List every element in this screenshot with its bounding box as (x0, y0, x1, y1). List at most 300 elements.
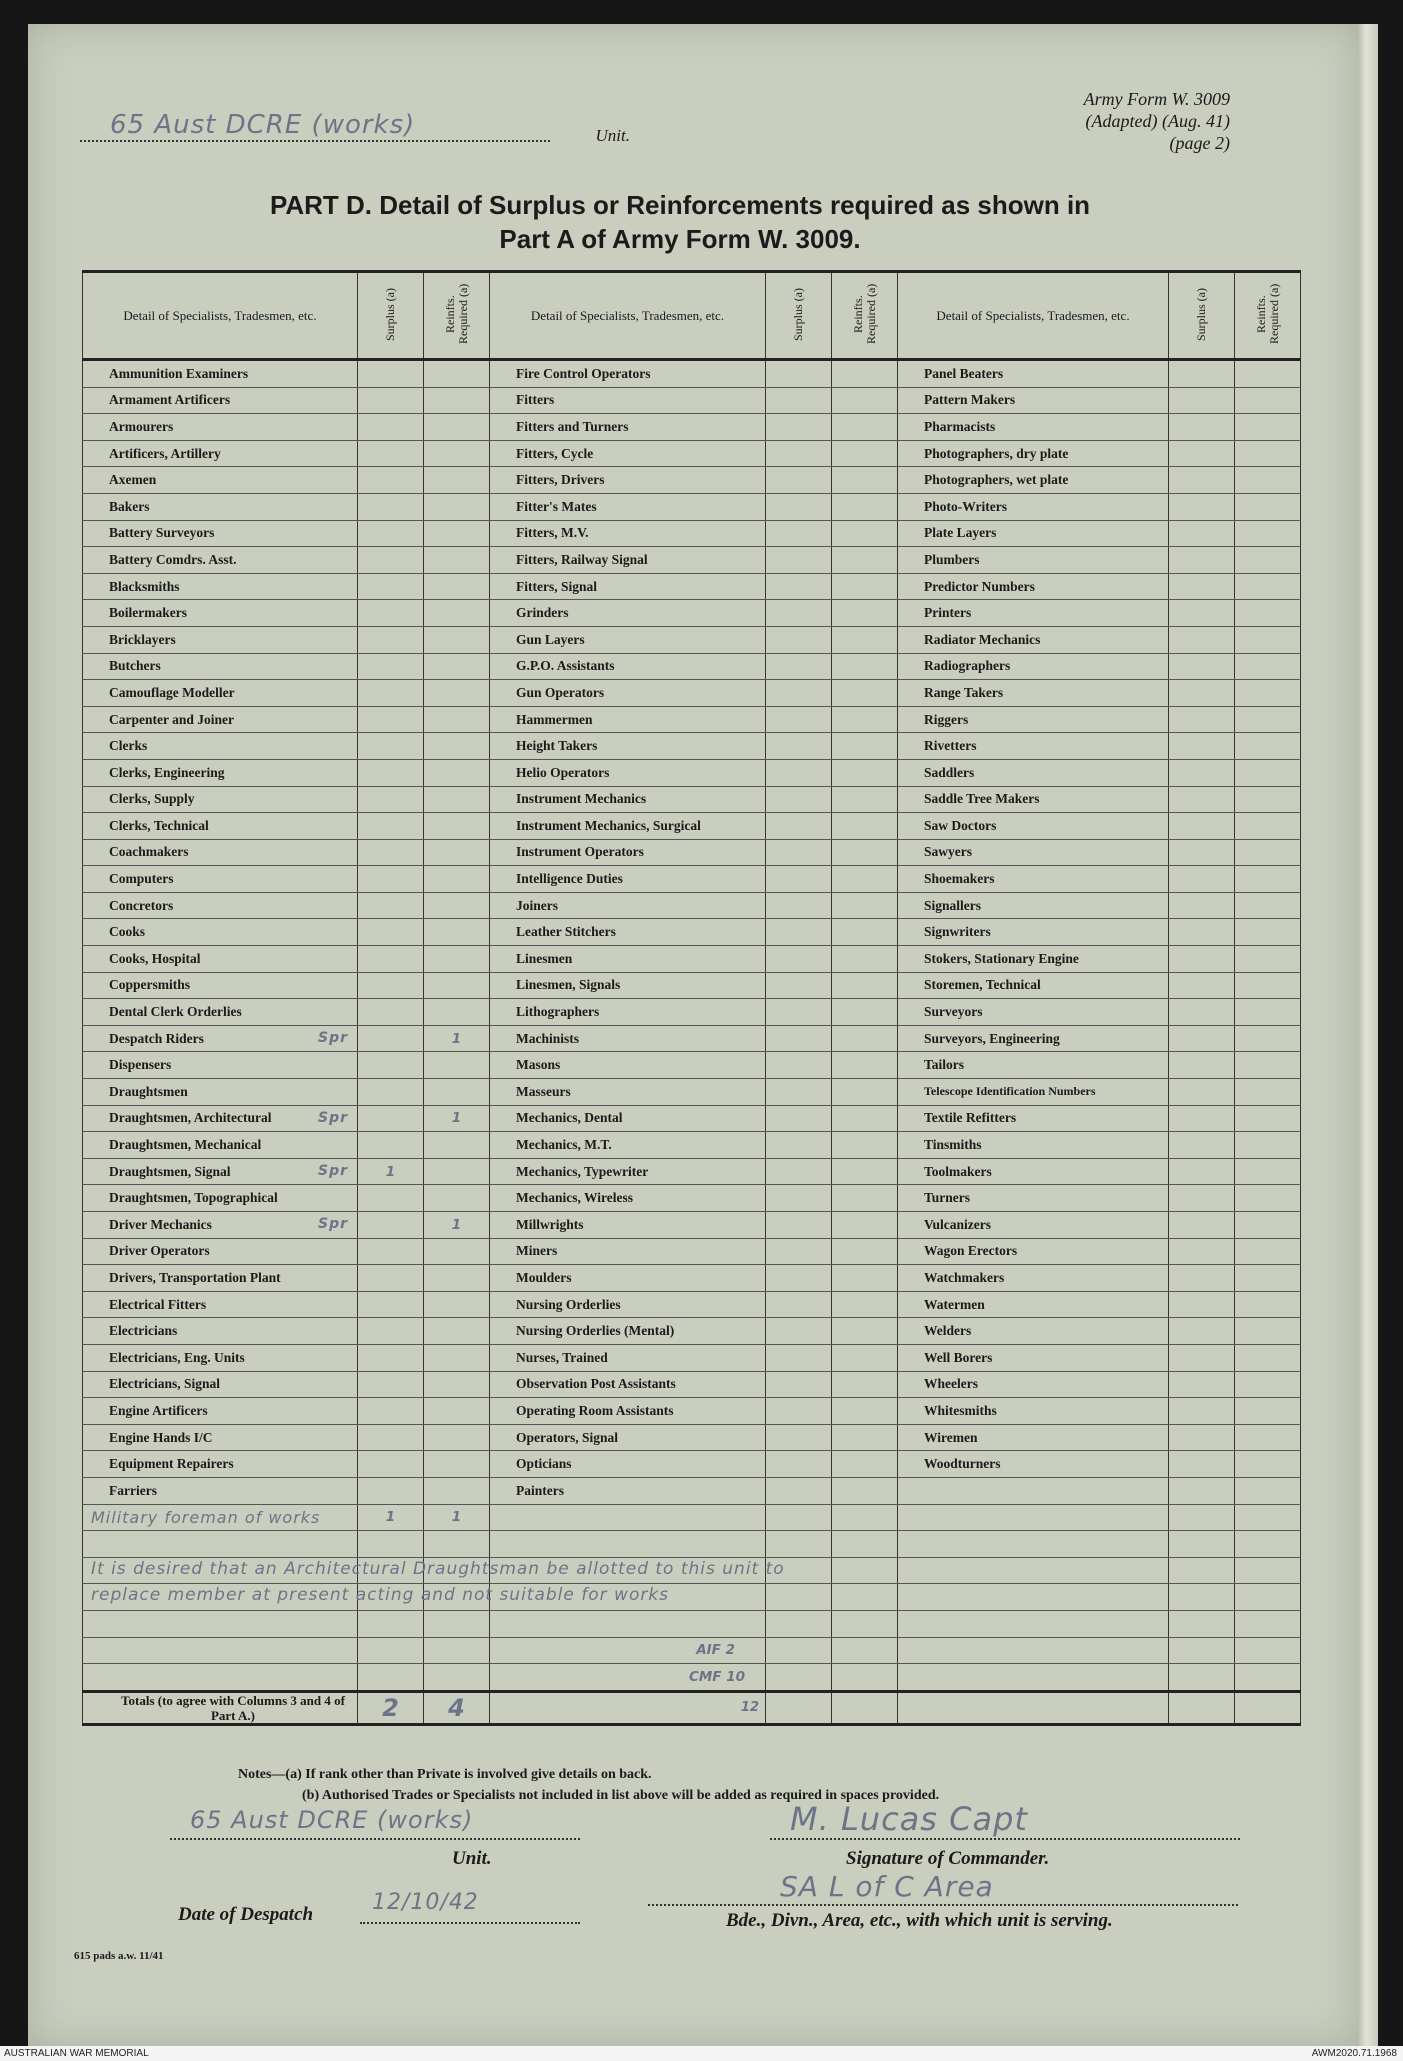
reinfts-cell (1235, 360, 1301, 388)
trade-name: Opticians (490, 1451, 766, 1478)
unit-dotted-line (170, 1838, 580, 1840)
reinfts-cell (1235, 626, 1301, 653)
archive-strip (0, 2046, 1403, 2061)
surplus-cell (1169, 1371, 1235, 1398)
blank-row (83, 1664, 1301, 1692)
trade-name: Wagon Erectors (898, 1238, 1169, 1265)
value-cell (358, 1664, 424, 1692)
aif-note: AIF 2 (490, 1637, 766, 1664)
trade-name: Textile Refitters (898, 1105, 1169, 1132)
entry-note: Spr (318, 1109, 349, 1126)
value-cell (832, 1504, 898, 1531)
surplus-cell (766, 387, 832, 414)
reinfts-cell (1235, 786, 1301, 813)
page-title (80, 188, 1280, 256)
specialists-table (82, 270, 1301, 1726)
value-cell (766, 1610, 832, 1637)
surplus-cell (358, 653, 424, 680)
reinfts-cell (1235, 573, 1301, 600)
trade-name: Fitters, Railway Signal (490, 547, 766, 574)
trade-name: Clerks, Technical (83, 813, 358, 840)
trade-name: Camouflage Modeller (83, 680, 358, 707)
trade-name (898, 1691, 1169, 1724)
value-cell (832, 1637, 898, 1664)
trade-name: Helio Operators (490, 759, 766, 786)
cmf-note: CMF 10 (490, 1664, 766, 1692)
reinfts-cell (832, 1105, 898, 1132)
value-cell (832, 1610, 898, 1637)
surplus-cell (766, 600, 832, 627)
table-row (83, 414, 1301, 441)
table-row (83, 706, 1301, 733)
value-cell (1169, 1557, 1235, 1584)
reinfts-cell (1235, 1344, 1301, 1371)
reinfts-cell (832, 573, 898, 600)
surplus-cell (766, 360, 832, 388)
dotted-line (80, 140, 550, 142)
surplus-cell (1169, 1132, 1235, 1159)
reinfts-cell (832, 1052, 898, 1079)
trade-name: Coppersmiths (83, 972, 358, 999)
reinfts-cell (424, 972, 490, 999)
surplus-cell (358, 759, 424, 786)
surplus-cell (1169, 1424, 1235, 1451)
trade-name: Fire Control Operators (490, 360, 766, 388)
trade-name: Dispensers (83, 1052, 358, 1079)
surplus-cell (358, 919, 424, 946)
surplus-cell (1169, 1105, 1235, 1132)
reinfts-cell (424, 414, 490, 441)
trade-name: Telescope Identification Numbers (898, 1079, 1169, 1106)
trade-name: Stokers, Stationary Engine (898, 946, 1169, 973)
table-row (83, 892, 1301, 919)
date-dotted-line (360, 1922, 580, 1924)
trade-name: Instrument Operators (490, 839, 766, 866)
reinfts-cell (424, 733, 490, 760)
trade-name: Watermen (898, 1291, 1169, 1318)
reinfts-cell (1235, 600, 1301, 627)
surplus-cell (766, 1424, 832, 1451)
trade-name (490, 1531, 766, 1558)
trade-name: Painters (490, 1477, 766, 1504)
unit-handwritten: 65 Aust DCRE (works) (110, 110, 416, 140)
table-row (83, 1212, 1301, 1239)
reinfts-cell (424, 813, 490, 840)
blank-row (83, 1610, 1301, 1637)
trade-name: Storemen, Technical (898, 972, 1169, 999)
trade-name (898, 1584, 1169, 1611)
value-cell (358, 1610, 424, 1637)
surplus-cell (766, 1318, 832, 1345)
reinfts-cell (832, 999, 898, 1026)
trade-name: Dental Clerk Orderlies (83, 999, 358, 1026)
surplus-cell (1169, 999, 1235, 1026)
print-code: 615 pads a.w. 11/41 (74, 1950, 164, 1962)
surplus-cell (358, 1079, 424, 1106)
trade-name: Well Borers (898, 1344, 1169, 1371)
surplus-cell (358, 1185, 424, 1212)
table-row (83, 866, 1301, 893)
reinfts-cell (832, 414, 898, 441)
military-foreman-row (83, 1504, 1301, 1531)
trade-name: Observation Post Assistants (490, 1371, 766, 1398)
surplus-cell (766, 706, 832, 733)
value-cell (766, 1584, 832, 1611)
reinfts-cell (1235, 440, 1301, 467)
surplus-cell (358, 600, 424, 627)
table-row (83, 1371, 1301, 1398)
value-cell (1169, 1531, 1235, 1558)
trade-name: Equipment Repairers (83, 1451, 358, 1478)
trade-name: Toolmakers (898, 1158, 1169, 1185)
trade-name: Turners (898, 1185, 1169, 1212)
reinfts-cell (1235, 680, 1301, 707)
form-number: Army Form W. 3009 (1083, 89, 1230, 109)
trade-name: Linesmen, Signals (490, 972, 766, 999)
table-row (83, 626, 1301, 653)
surplus-cell (358, 1291, 424, 1318)
trade-name: Moulders (490, 1265, 766, 1292)
reinfts-cell (832, 1185, 898, 1212)
surplus-cell (358, 1371, 424, 1398)
surplus-cell (1169, 360, 1235, 388)
trade-name: Fitter's Mates (490, 493, 766, 520)
form-page-number: (page 2) (1169, 133, 1230, 153)
surplus-cell (1169, 759, 1235, 786)
surplus-cell (358, 786, 424, 813)
unit-handwritten-bottom: 65 Aust DCRE (works) (190, 1806, 474, 1834)
surplus-cell (766, 467, 832, 494)
archive-name: AUSTRALIAN WAR MEMORIAL (4, 2048, 149, 2059)
reinfts-cell (424, 1185, 490, 1212)
table-row (83, 999, 1301, 1026)
trade-name: Ammunition Examiners (83, 360, 358, 388)
trade-name: Tinsmiths (898, 1132, 1169, 1159)
surplus-cell (358, 1477, 424, 1504)
reinfts-cell (1235, 1105, 1301, 1132)
trade-name: Battery Comdrs. Asst. (83, 547, 358, 574)
surplus-cell (766, 414, 832, 441)
reinfts-cell (424, 706, 490, 733)
reinfts-cell: 1 (424, 1025, 490, 1052)
trade-name: Concretors (83, 892, 358, 919)
table-row (83, 813, 1301, 840)
trade-name: Gun Layers (490, 626, 766, 653)
totals-row (83, 1691, 1301, 1724)
table-row (83, 1451, 1301, 1478)
value-cell (832, 1531, 898, 1558)
trade-name: Electricians (83, 1318, 358, 1345)
trade-name: Fitters and Turners (490, 414, 766, 441)
reinfts-cell (1235, 1477, 1301, 1504)
reinfts-cell (424, 520, 490, 547)
reinfts-cell (1235, 1371, 1301, 1398)
reinfts-cell (424, 1477, 490, 1504)
trade-name: Fitters, Signal (490, 573, 766, 600)
trade-name: Clerks, Engineering (83, 759, 358, 786)
surplus-cell (766, 1344, 832, 1371)
reinfts-cell (832, 467, 898, 494)
trade-name: Clerks (83, 733, 358, 760)
value-cell (1235, 1531, 1301, 1558)
table-row (83, 1105, 1301, 1132)
reinfts-cell (832, 547, 898, 574)
reinfts-cell (832, 1477, 898, 1504)
reinfts-cell (424, 493, 490, 520)
surplus-cell (766, 1025, 832, 1052)
table-row (83, 1079, 1301, 1106)
entry-note: Spr (318, 1216, 349, 1232)
table-row (83, 1344, 1301, 1371)
reinfts-cell (424, 839, 490, 866)
surplus-cell (358, 972, 424, 999)
archive-id: AWM2020.71.1968 (1311, 2048, 1397, 2059)
reinfts-cell (424, 1265, 490, 1292)
surplus-cell (358, 520, 424, 547)
reinfts-cell (832, 972, 898, 999)
table-row (83, 919, 1301, 946)
trade-name (898, 1664, 1169, 1692)
area-label: Bde., Divn., Area, etc., with which unit is serving. (726, 1910, 1113, 1931)
surplus-cell (358, 547, 424, 574)
surplus-cell (1169, 520, 1235, 547)
reinfts-cell (1235, 1265, 1301, 1292)
surplus-cell (766, 1079, 832, 1106)
trade-name (898, 1531, 1169, 1558)
reinfts-cell (1235, 1318, 1301, 1345)
trade-name: Woodturners (898, 1451, 1169, 1478)
surplus-cell (766, 786, 832, 813)
reinfts-cell (1235, 520, 1301, 547)
table-row (83, 786, 1301, 813)
table-row (83, 467, 1301, 494)
date-handwritten: 12/10/42 (372, 1890, 479, 1915)
trade-name: Engine Hands I/C (83, 1424, 358, 1451)
trade-name: Welders (898, 1318, 1169, 1345)
reinfts-cell (424, 892, 490, 919)
trade-name: Driver Operators (83, 1238, 358, 1265)
trade-name: Computers (83, 866, 358, 893)
trade-name: Printers (898, 600, 1169, 627)
table-row (83, 1052, 1301, 1079)
trade-name (898, 1504, 1169, 1531)
trade-name: Coachmakers (83, 839, 358, 866)
trade-name: Predictor Numbers (898, 573, 1169, 600)
reinfts-cell (424, 547, 490, 574)
blank-row (83, 1584, 1301, 1611)
trade-name: Electrical Fitters (83, 1291, 358, 1318)
value-cell (832, 1557, 898, 1584)
reinfts-cell (424, 1451, 490, 1478)
surplus-cell (1169, 1398, 1235, 1425)
surplus-cell (766, 759, 832, 786)
trade-name: Cooks, Hospital (83, 946, 358, 973)
table-row (83, 733, 1301, 760)
trade-name: Fitters (490, 387, 766, 414)
reinfts-cell (1235, 1424, 1301, 1451)
surplus-cell (1169, 839, 1235, 866)
table-header-row (83, 272, 1301, 360)
reinfts-cell (424, 626, 490, 653)
trade-name: Operating Room Assistants (490, 1398, 766, 1425)
trade-name (83, 1610, 358, 1637)
trade-name: Hammermen (490, 706, 766, 733)
value-cell (766, 1531, 832, 1558)
header-reinfts-3: Reinfts. Required (a) (1235, 272, 1301, 360)
surplus-cell (766, 1291, 832, 1318)
surplus-cell (358, 813, 424, 840)
surplus-cell (358, 414, 424, 441)
surplus-cell (1169, 467, 1235, 494)
surplus-cell (1169, 653, 1235, 680)
unit-line-top (80, 110, 630, 148)
reinfts-cell (1235, 387, 1301, 414)
trade-name: Millwrights (490, 1212, 766, 1239)
reinfts-cell (832, 839, 898, 866)
reinfts-cell (1235, 1025, 1301, 1052)
unit-label-bottom: Unit. (452, 1848, 492, 1869)
reinfts-cell: 1 (424, 1105, 490, 1132)
trade-name: Draughtsmen (83, 1079, 358, 1106)
value-cell (1235, 1584, 1301, 1611)
value-cell (1235, 1637, 1301, 1664)
reinfts-cell (1235, 733, 1301, 760)
surplus-cell (766, 1238, 832, 1265)
surplus-cell (766, 1265, 832, 1292)
reinfts-cell (424, 1132, 490, 1159)
blank-row (83, 1557, 1301, 1584)
reinfts-cell (832, 786, 898, 813)
reinfts-cell (832, 520, 898, 547)
value-cell: 1 (424, 1504, 490, 1531)
reinfts-cell (424, 1344, 490, 1371)
header-reinfts-2: Reinfts. Required (a) (832, 272, 898, 360)
value-cell (1169, 1691, 1235, 1724)
value-cell (1235, 1610, 1301, 1637)
surplus-cell (1169, 1079, 1235, 1106)
reinfts-cell (1235, 839, 1301, 866)
surplus-cell (1169, 1318, 1235, 1345)
table-row (83, 520, 1301, 547)
surplus-cell (358, 493, 424, 520)
trade-name (898, 1557, 1169, 1584)
value-cell (1235, 1664, 1301, 1692)
surplus-cell (766, 1105, 832, 1132)
trade-name: Plate Layers (898, 520, 1169, 547)
table-row (83, 1132, 1301, 1159)
surplus-cell (358, 573, 424, 600)
trade-name (83, 1557, 785, 1584)
value-cell (424, 1531, 490, 1558)
trade-name: Driver Mechanics (83, 1212, 358, 1239)
surplus-cell (1169, 1344, 1235, 1371)
trade-name: Grinders (490, 600, 766, 627)
surplus-cell (358, 1052, 424, 1079)
surplus-cell (766, 573, 832, 600)
surplus-cell (1169, 706, 1235, 733)
trade-name: Rivetters (898, 733, 1169, 760)
reinfts-cell (424, 680, 490, 707)
paper-edge (1358, 24, 1378, 2046)
table-row (83, 600, 1301, 627)
reinfts-cell (1235, 547, 1301, 574)
trade-name (83, 1637, 358, 1664)
table-row (83, 1398, 1301, 1425)
surplus-cell (1169, 1265, 1235, 1292)
trade-name: Drivers, Transportation Plant (83, 1265, 358, 1292)
surplus-cell (358, 1398, 424, 1425)
surplus-cell (1169, 813, 1235, 840)
value-cell (1169, 1584, 1235, 1611)
value-cell (832, 1584, 898, 1611)
surplus-cell (1169, 1291, 1235, 1318)
form-adapted: (Adapted) (Aug. 41) (1085, 111, 1230, 131)
surplus-cell (1169, 1451, 1235, 1478)
surplus-cell (358, 1238, 424, 1265)
reinfts-cell (832, 1451, 898, 1478)
reinfts-cell (832, 680, 898, 707)
title-line-1: PART D. Detail of Surplus or Reinforcements required as shown in (269, 190, 1091, 220)
surplus-cell (766, 946, 832, 973)
reinfts-cell (832, 733, 898, 760)
trade-name: Range Takers (898, 680, 1169, 707)
surplus-cell (358, 839, 424, 866)
entry-note: Spr (318, 1029, 349, 1046)
reinfts-cell (832, 440, 898, 467)
trade-name: Pharmacists (898, 414, 1169, 441)
reinfts-cell (424, 1424, 490, 1451)
signature-label: Signature of Commander. (846, 1848, 1050, 1869)
trade-name: Machinists (490, 1025, 766, 1052)
surplus-cell (358, 387, 424, 414)
table-row (83, 839, 1301, 866)
trade-name: Shoemakers (898, 866, 1169, 893)
reinfts-cell (424, 1398, 490, 1425)
trade-name: Draughtsmen, Topographical (83, 1185, 358, 1212)
surplus-cell (318, 1105, 424, 1132)
trade-name: Wheelers (898, 1371, 1169, 1398)
trade-name: Lithographers (490, 999, 766, 1026)
trade-name: Masons (490, 1052, 766, 1079)
surplus-cell (1169, 972, 1235, 999)
trade-name: Mechanics, M.T. (490, 1132, 766, 1159)
trade-name: Butchers (83, 653, 358, 680)
reinfts-cell (1235, 1185, 1301, 1212)
reinfts-cell (1235, 999, 1301, 1026)
surplus-cell (318, 1025, 424, 1052)
trade-name: Linesmen (490, 946, 766, 973)
title-line-2: Part A of Army Form W. 3009. (499, 224, 861, 254)
reinfts-cell (1235, 1132, 1301, 1159)
trade-name: Carpenter and Joiner (83, 706, 358, 733)
signature-dotted-line (770, 1838, 1240, 1840)
totals-mid-note: 12 (490, 1691, 766, 1724)
surplus-cell (358, 1132, 424, 1159)
reinfts-cell (832, 626, 898, 653)
surplus-cell (1169, 1158, 1235, 1185)
surplus-cell (358, 866, 424, 893)
value-cell (1169, 1610, 1235, 1637)
surplus-cell (1169, 1238, 1235, 1265)
reinfts-cell (832, 1079, 898, 1106)
reinfts-cell (1235, 1238, 1301, 1265)
table-row (83, 1424, 1301, 1451)
surplus-cell (358, 1265, 424, 1292)
surplus-cell (766, 1158, 832, 1185)
reinfts-cell (832, 1371, 898, 1398)
reinfts-cell (424, 387, 490, 414)
value-cell (1169, 1504, 1235, 1531)
